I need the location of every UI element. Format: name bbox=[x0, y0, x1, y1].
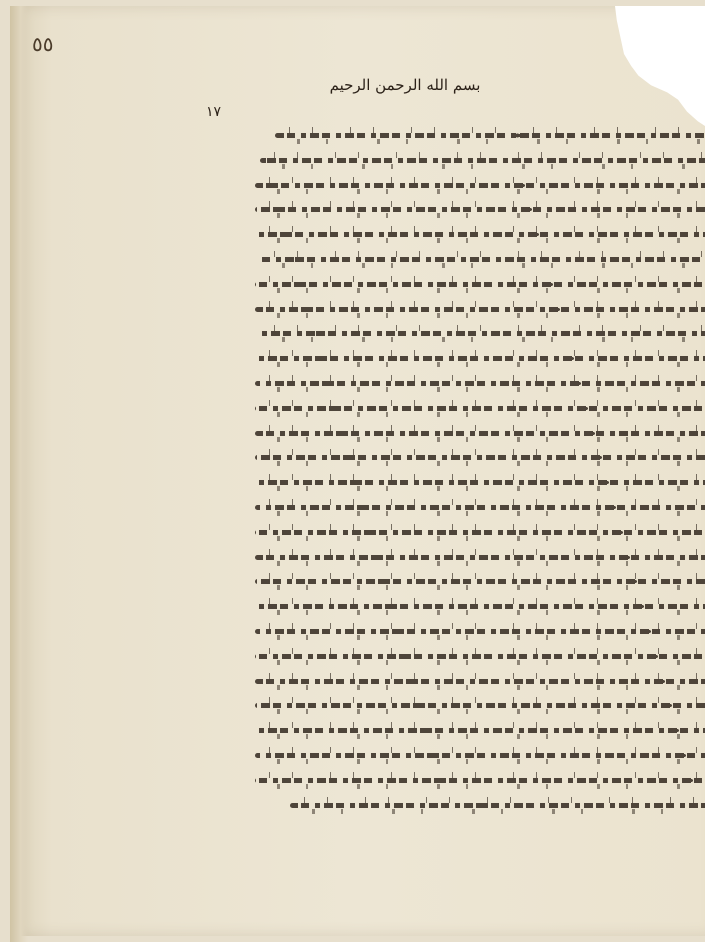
text-line bbox=[195, 248, 705, 273]
text-line bbox=[195, 546, 705, 571]
text-line bbox=[195, 124, 705, 149]
handwriting-stroke bbox=[255, 431, 705, 436]
text-line bbox=[195, 322, 705, 347]
handwriting-stroke bbox=[255, 728, 705, 733]
handwriting-stroke bbox=[255, 356, 705, 361]
handwriting-stroke bbox=[255, 455, 705, 460]
handwriting-stroke bbox=[260, 158, 705, 163]
handwritten-text-block bbox=[195, 124, 705, 818]
text-line bbox=[195, 719, 705, 744]
text-line bbox=[195, 645, 705, 670]
text-line bbox=[195, 794, 705, 819]
handwriting-stroke bbox=[290, 803, 705, 808]
text-line bbox=[195, 347, 705, 372]
handwriting-stroke bbox=[255, 654, 705, 659]
handwriting-stroke bbox=[255, 406, 705, 411]
handwriting-stroke bbox=[255, 604, 705, 609]
handwriting-stroke bbox=[255, 530, 705, 535]
text-line bbox=[195, 273, 705, 298]
handwriting-stroke bbox=[255, 232, 705, 237]
handwriting-stroke bbox=[255, 555, 705, 560]
handwriting-stroke bbox=[255, 480, 705, 485]
handwriting-stroke bbox=[255, 381, 705, 386]
text-line bbox=[195, 521, 705, 546]
folio-number: ٥٥ bbox=[32, 32, 54, 56]
handwriting-stroke bbox=[275, 133, 705, 138]
text-line bbox=[195, 422, 705, 447]
handwriting-stroke bbox=[255, 183, 705, 188]
torn-corner bbox=[615, 6, 705, 126]
handwriting-stroke bbox=[255, 207, 705, 212]
text-line bbox=[195, 446, 705, 471]
text-line bbox=[195, 670, 705, 695]
handwriting-stroke bbox=[255, 778, 705, 783]
text-line bbox=[195, 496, 705, 521]
page-marker: ١٧ bbox=[206, 104, 222, 120]
binding-edge bbox=[10, 6, 28, 942]
handwriting-stroke bbox=[255, 703, 705, 708]
text-line bbox=[195, 397, 705, 422]
text-line bbox=[195, 570, 705, 595]
text-line bbox=[195, 372, 705, 397]
handwriting-stroke bbox=[255, 282, 705, 287]
text-line bbox=[195, 149, 705, 174]
handwriting-stroke bbox=[255, 629, 705, 634]
text-line bbox=[195, 595, 705, 620]
handwriting-stroke bbox=[255, 753, 705, 758]
text-line bbox=[195, 744, 705, 769]
text-line bbox=[195, 298, 705, 323]
handwriting-stroke bbox=[255, 679, 705, 684]
text-line bbox=[195, 174, 705, 199]
text-line bbox=[195, 198, 705, 223]
text-line bbox=[195, 769, 705, 794]
handwriting-stroke bbox=[260, 257, 705, 262]
handwriting-stroke bbox=[260, 331, 705, 336]
text-line bbox=[195, 471, 705, 496]
basmala-heading: بسم الله الرحمن الرحيم bbox=[329, 76, 481, 94]
text-line bbox=[195, 223, 705, 248]
handwriting-stroke bbox=[255, 505, 705, 510]
handwriting-stroke bbox=[255, 579, 705, 584]
manuscript-page bbox=[10, 6, 705, 936]
text-line bbox=[195, 620, 705, 645]
text-line bbox=[195, 694, 705, 719]
handwriting-stroke bbox=[255, 307, 705, 312]
